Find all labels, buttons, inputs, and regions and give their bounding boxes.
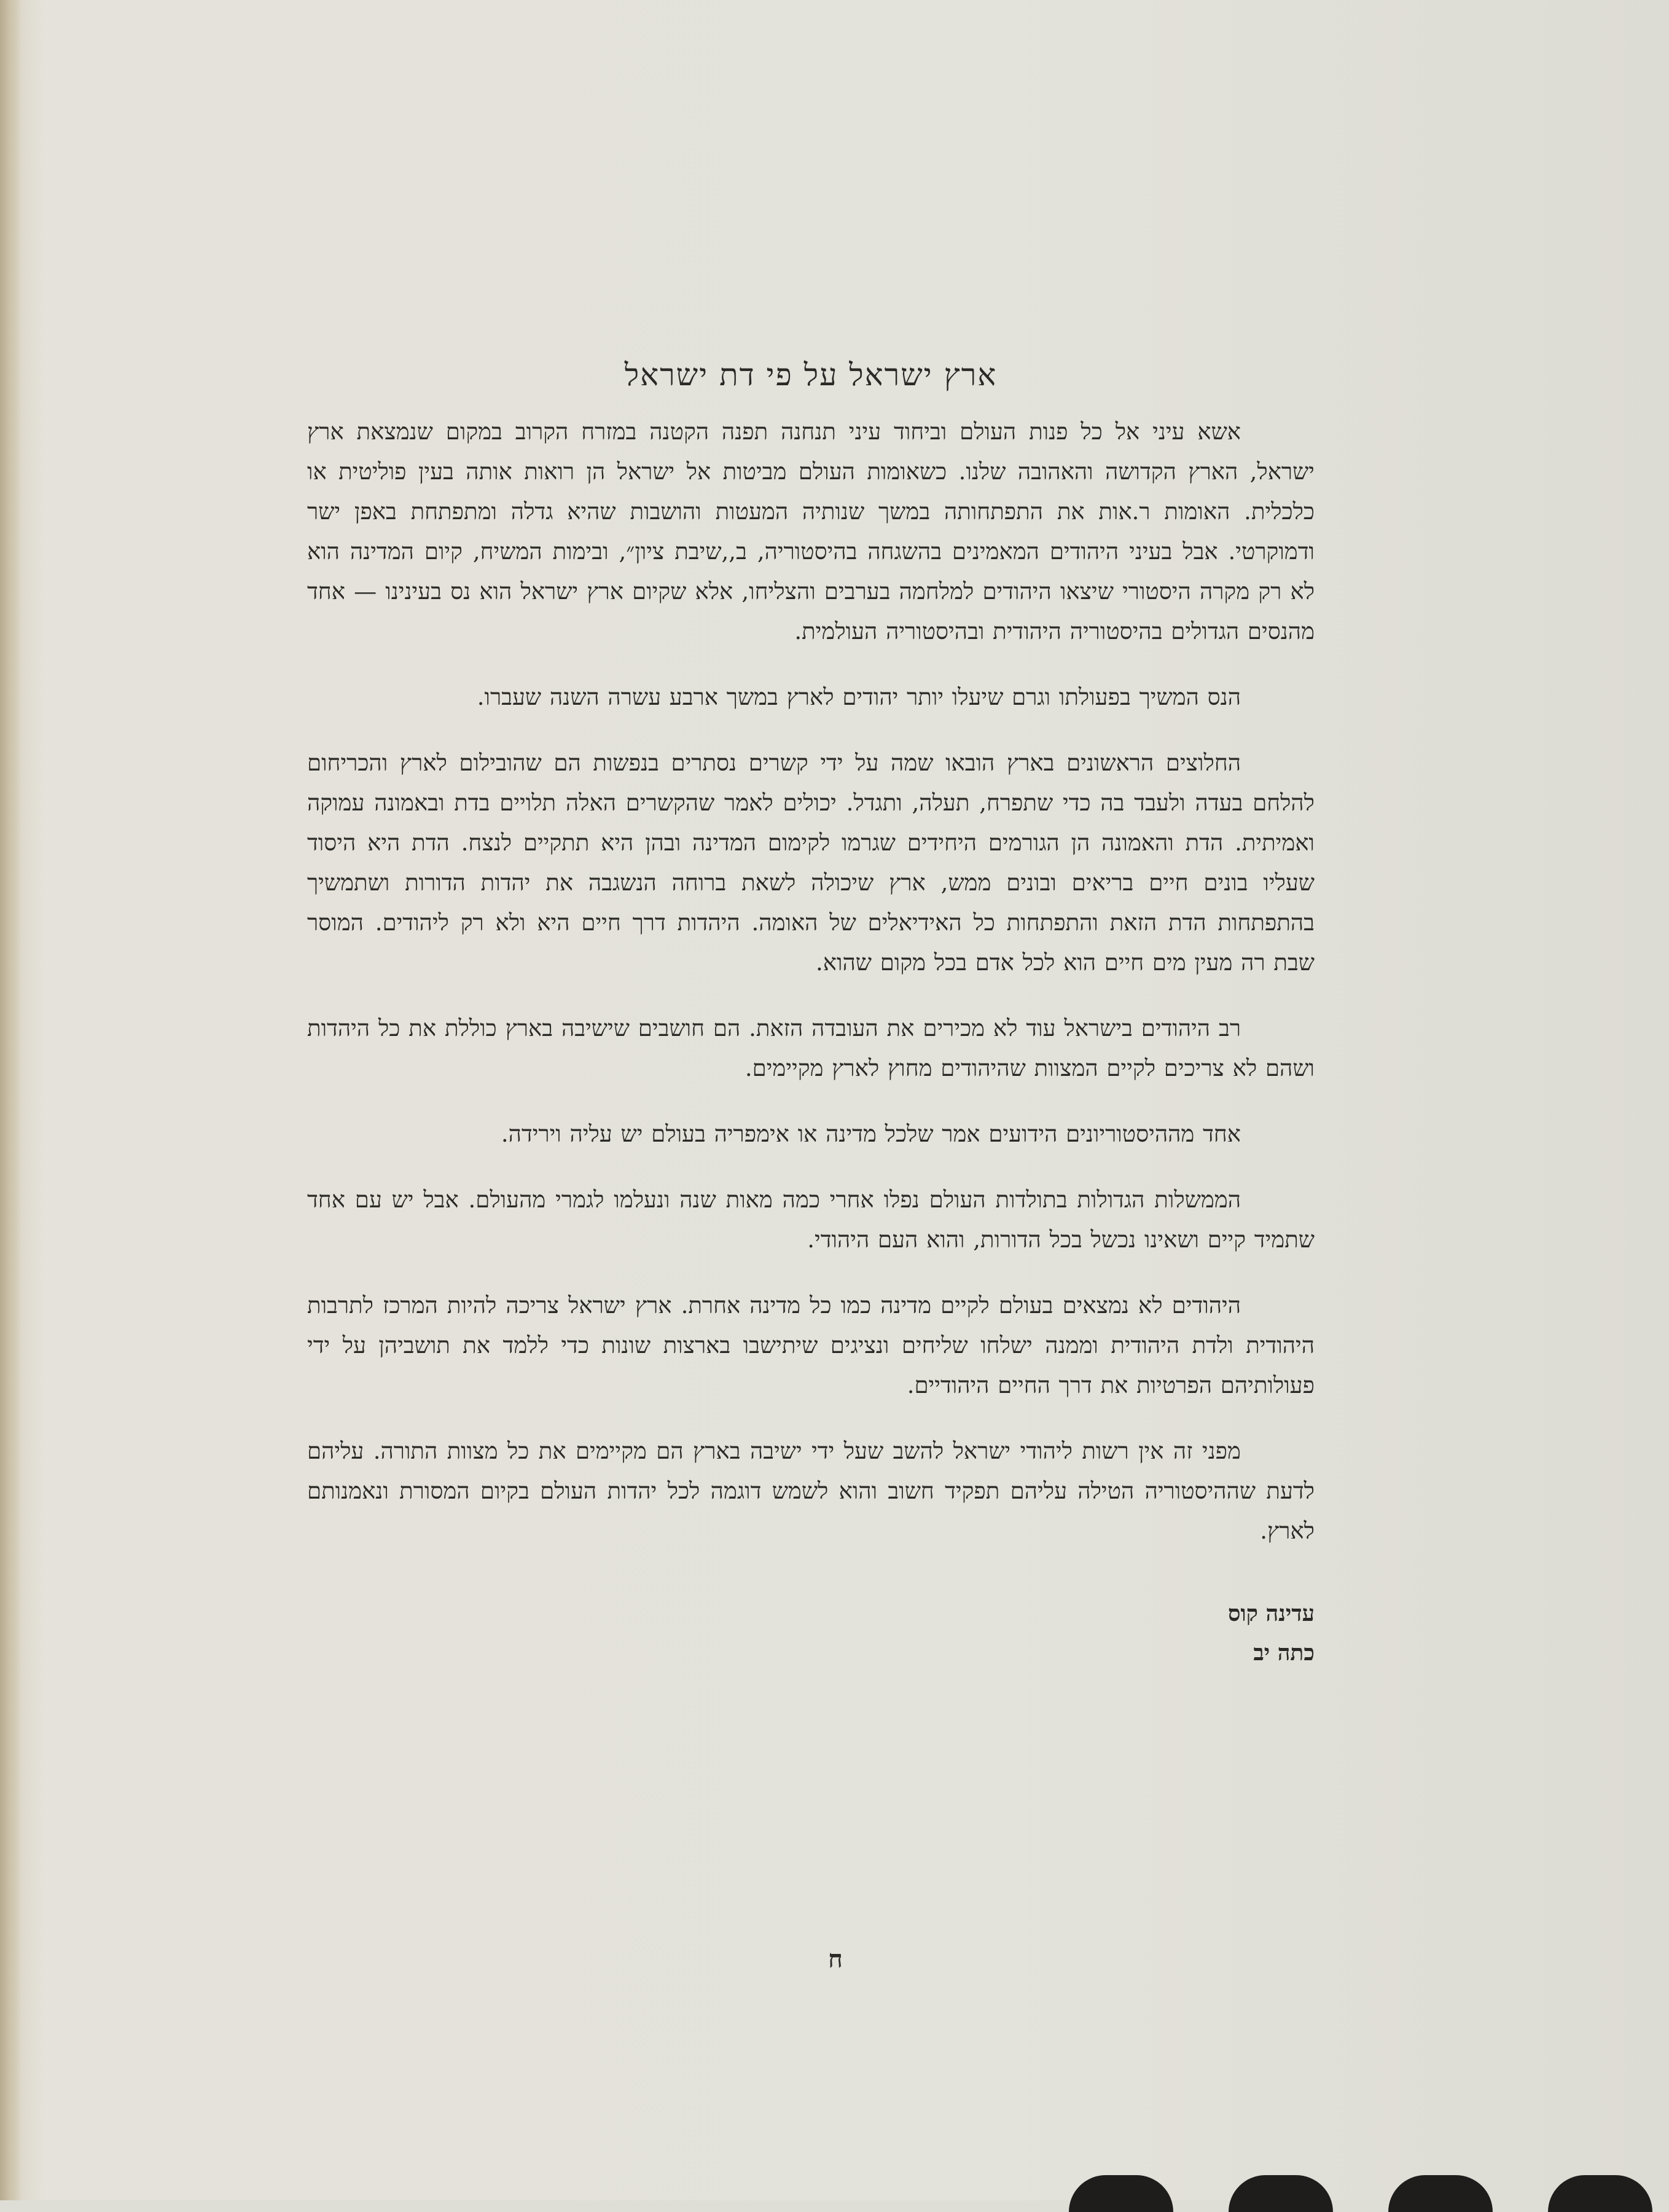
essay-paragraph-5: אחד מההיסטוריונים הידועים אמר שלכל מדינה או אימפריה בעולם יש עליה וירידה. <box>501 1121 1241 1147</box>
essay-paragraph-4: רב היהודים בישראל עוד לא מכירים את העובדה הזאת. הם חושבים שישיבה בארץ כוללת את כל היהדות ושהם לא צריכים לקיים המצוות שהיהודים מחוץ לארץ מקיימים. <box>307 1015 1315 1081</box>
essay-title: ארץ ישראל על פי דת ישראל <box>624 357 998 393</box>
essay-paragraph-6: הממשלות הגדולות בתולדות העולם נפלו אחרי כמה מאות שנה ונעלמו לגמרי מהעולם. אבל יש עם אחד שתמיד קיים ושאינו נכשל בכל הדורות, והוא העם היהודי. <box>307 1186 1315 1253</box>
essay-paragraph-2: הנס המשיך בפעולתו וגרם שיעלו יותר יהודים לארץ במשך ארבע עשרה השנה שעברו. <box>477 684 1241 710</box>
essay-paragraph-8: מפני זה אין רשות ליהודי ישראל להשב שעל ידי ישיבה בארץ הם מקיימים את כל מצוות התורה. עליהם לדעת שההיסטוריה הטילה עליהם תפקיד חשוב והוא לשמש דוגמה לכל יהדות העולם בקיום המסורת ונאמנותם לארץ. <box>307 1438 1315 1544</box>
essay-paragraph-7: היהודים לא נמצאים בעולם לקיים מדינה כמו כל מדינה אחרת. ארץ ישראל צריכה להיות המרכז לתרבות היהודית ולדת היהודית וממנה ישלחו שליחים ונציגים שיתישבו בארצות שונות כדי ללמד את תושביהן על ידי פעולותיהם הפרטיות את דרך החיים היהודיים. <box>307 1292 1315 1398</box>
essay-paragraph-1: אשא עיני אל כל פנות העולם וביחוד עיני תנחנה תפנה הקטנה במזרח הקרוב במקום שנמצאת ארץ ישראל, הארץ הקדושה והאהובה שלנו. כשאומות העולם מביטות אל ישראל הן רואות אותה בעין פוליטית או כלכלית. האומות ר.אות את התפתחותה במשך שנותיה המעטות והושבות שהיא גדלה ומתפתחת באפן ישר ודמוקרטי. אבל בעיני היהודים המאמינים בהשגחה בהיסטוריה, ב,,שיבת ציון״, ובימות המשיח, קיום המדינה הוא לא רק מקרה היסטורי שיצאו היהודים למלחמה בערבים והצליחו, אלא שקיום ארץ ישראל הוא נס בעינינו — אחד מהנסים הגדולים בהיסטוריה היהודית ובהיסטוריה העולמית. <box>307 418 1315 645</box>
author-name: עדינה קוס <box>1227 1601 1315 1626</box>
essay-paragraph-3: החלוצים הראשונים בארץ הובאו שמה על ידי קשרים נסתרים בנפשות הם שהובילום לארץ והכריחום להלחם בעדה ולעבד בה כדי שתפרח, תעלה, ותגדל. יכולים לאמר שהקשרים האלה תלויים בדת ובאמונה עמוקה ואמיתית. הדת והאמונה הן הגורמים היחידים שגרמו לקימום המדינה ובהן היא תתקיים לנצח. הדת היא היסוד שעליו בונים חיים בריאים ובונים ממש, ארץ שיכולה לשאת ברוחה הנשגבה את יהדות הדורות ושתמשיך בהתפתחות הדת הזאת והתפתחות כל האידיאלים של האומה. היהדות דרך חיים היא ולא רק ליהודים. המוסר שבת רה מעין מים חיים הוא לכל אדם בכל מקום שהוא. <box>307 750 1315 976</box>
author-grade: כתה יב <box>1253 1640 1315 1666</box>
essay <box>307 350 1315 1673</box>
book-spine-shadow <box>0 0 22 2200</box>
binding-edge-shadows <box>1044 2163 1669 2200</box>
page-number: ח <box>828 1945 843 1974</box>
author-signature <box>307 1594 1315 1673</box>
